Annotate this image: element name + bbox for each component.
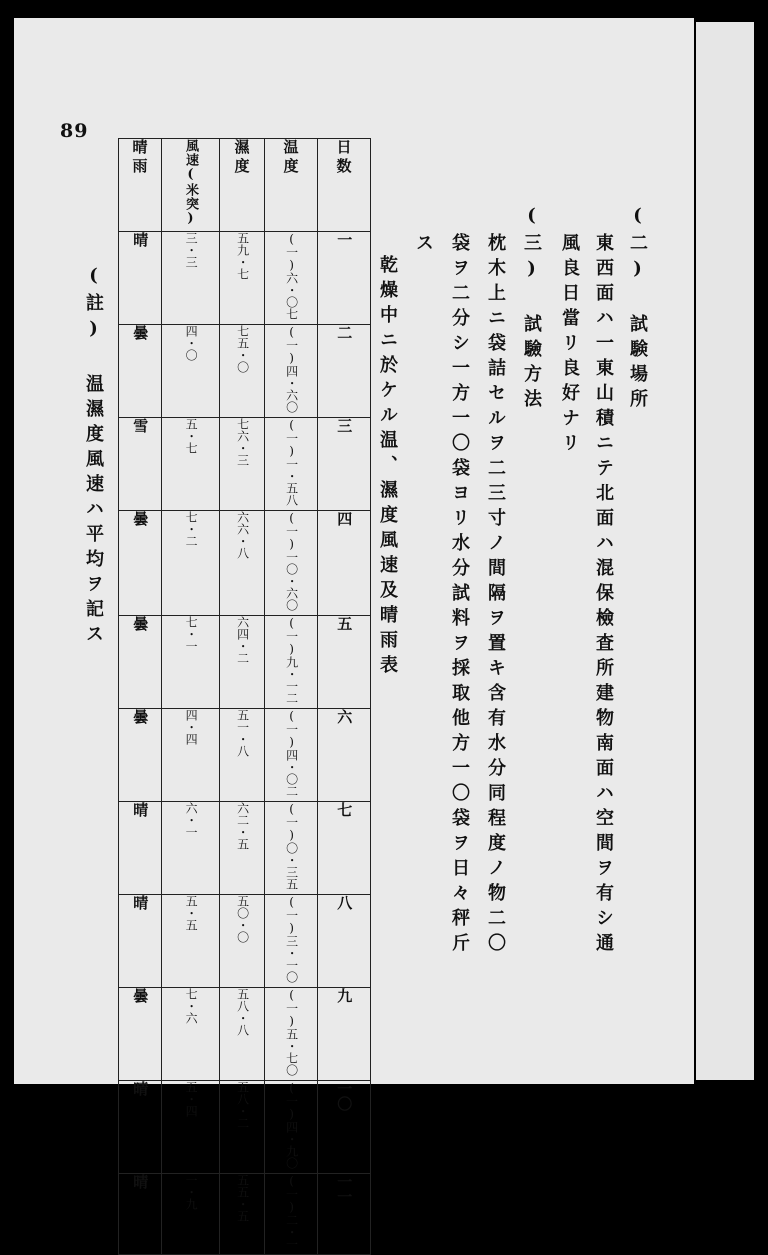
table-cell-weather: 曇 [119,511,162,616]
table-row [119,616,371,709]
table-cell-humid: 六二・五 [220,802,265,895]
table-cell-day: 一一 [318,1174,371,1255]
method-line-2: 袋ヲ二分シ一方一〇袋ヨリ水分試料ヲ採取他方一〇袋ヲ日々秤斤 [449,233,470,958]
table-cell-wind: 七・六 [162,988,220,1081]
table-cell-wind: 四・〇 [162,325,220,418]
table-cell-weather: 曇 [119,616,162,709]
table-caption: 乾燥中ニ於ケル温、濕度風速及晴雨表 [377,255,398,680]
table-cell-humid: 五八・二 [220,1081,265,1174]
table-note: (註) 温濕度風速ハ平均ヲ記ス [83,265,104,649]
table-cell-day: 八 [318,895,371,988]
table-cell-humid: 七五・〇 [220,325,265,418]
table-row [119,511,371,616]
table-cell-wind: 一・九 [162,1174,220,1255]
header-wind: 風速(米突) [162,139,220,232]
table-cell-day: 二 [318,325,371,418]
header-humidity: 濕度 [220,139,265,232]
table-cell-wind: 五・五 [162,895,220,988]
page-number: 89 [60,120,89,142]
table-cell-day: 四 [318,511,371,616]
table-cell-temp: (一)〇・三五 [265,802,318,895]
table-row [119,802,371,895]
table-cell-day: 九 [318,988,371,1081]
table-cell-humid: 五八・八 [220,988,265,1081]
table-cell-temp: (一)一〇・六〇 [265,511,318,616]
weather-table [118,138,371,1255]
table-cell-day: 三 [318,418,371,511]
method-heading: (三) 試驗方法 [521,205,542,414]
table-cell-weather: 晴 [119,1081,162,1174]
table-cell-wind: 七・一 [162,616,220,709]
table-row [119,1174,371,1255]
table-cell-day: 六 [318,709,371,802]
table-cell-wind: 三・三 [162,232,220,325]
table-cell-temp: (一)四・〇二 [265,709,318,802]
header-weather: 晴雨 [119,139,162,232]
table-cell-weather: 晴 [119,232,162,325]
table-row [119,418,371,511]
method-line-3: ス [413,233,434,258]
method-line-1: 枕木上ニ袋詰セルヲ二三寸ノ間隔ヲ置キ含有水分同程度ノ物二〇 [485,233,506,958]
table-cell-weather: 曇 [119,709,162,802]
table-cell-wind: 七・二 [162,511,220,616]
table-row [119,325,371,418]
table-cell-weather: 曇 [119,988,162,1081]
header-temperature: 温度 [265,139,318,232]
table-cell-temp: (一)四・九〇 [265,1081,318,1174]
table-cell-weather: 雪 [119,418,162,511]
table-cell-temp: (一)三・一〇 [265,895,318,988]
table-cell-humid: 六四・二 [220,616,265,709]
table-cell-humid: 五一・八 [220,709,265,802]
table-cell-weather: 晴 [119,895,162,988]
next-page-edge [696,22,754,1080]
table-cell-humid: 六六・八 [220,511,265,616]
table-cell-day: 一〇 [318,1081,371,1174]
table-cell-day: 五 [318,616,371,709]
table-cell-temp: (一)二・一 [265,1174,318,1255]
table-cell-day: 七 [318,802,371,895]
table-cell-humid: 五〇・〇 [220,895,265,988]
table-cell-wind: 六・一 [162,802,220,895]
table-cell-weather: 曇 [119,325,162,418]
table-row [119,895,371,988]
table-cell-humid: 五九・七 [220,232,265,325]
table-cell-temp: (一)九・一二 [265,616,318,709]
table-cell-temp: (一)五・七〇 [265,988,318,1081]
header-day: 日数 [318,139,371,232]
table-cell-wind: 四・四 [162,709,220,802]
table-row [119,988,371,1081]
table-cell-temp: (一)四・六〇 [265,325,318,418]
table-row [119,232,371,325]
table-cell-temp: (一)六・〇七 [265,232,318,325]
table-row [119,1081,371,1174]
place-heading: (二) 試験場所 [627,205,648,414]
place-line-2: 風良日當リ良好ナリ [559,233,580,458]
table-cell-wind: 五・四 [162,1081,220,1174]
table-cell-weather: 晴 [119,1174,162,1255]
table-cell-weather: 晴 [119,802,162,895]
table-cell-humid: 五五・五 [220,1174,265,1255]
table-cell-temp: (一)一・五八 [265,418,318,511]
table-cell-humid: 七六・三 [220,418,265,511]
table-row [119,709,371,802]
table-cell-day: 一 [318,232,371,325]
place-line-1: 東西面ハ一東山積ニテ北面ハ混保檢査所建物南面ハ空間ヲ有シ通 [593,233,614,958]
table-cell-wind: 五・七 [162,418,220,511]
